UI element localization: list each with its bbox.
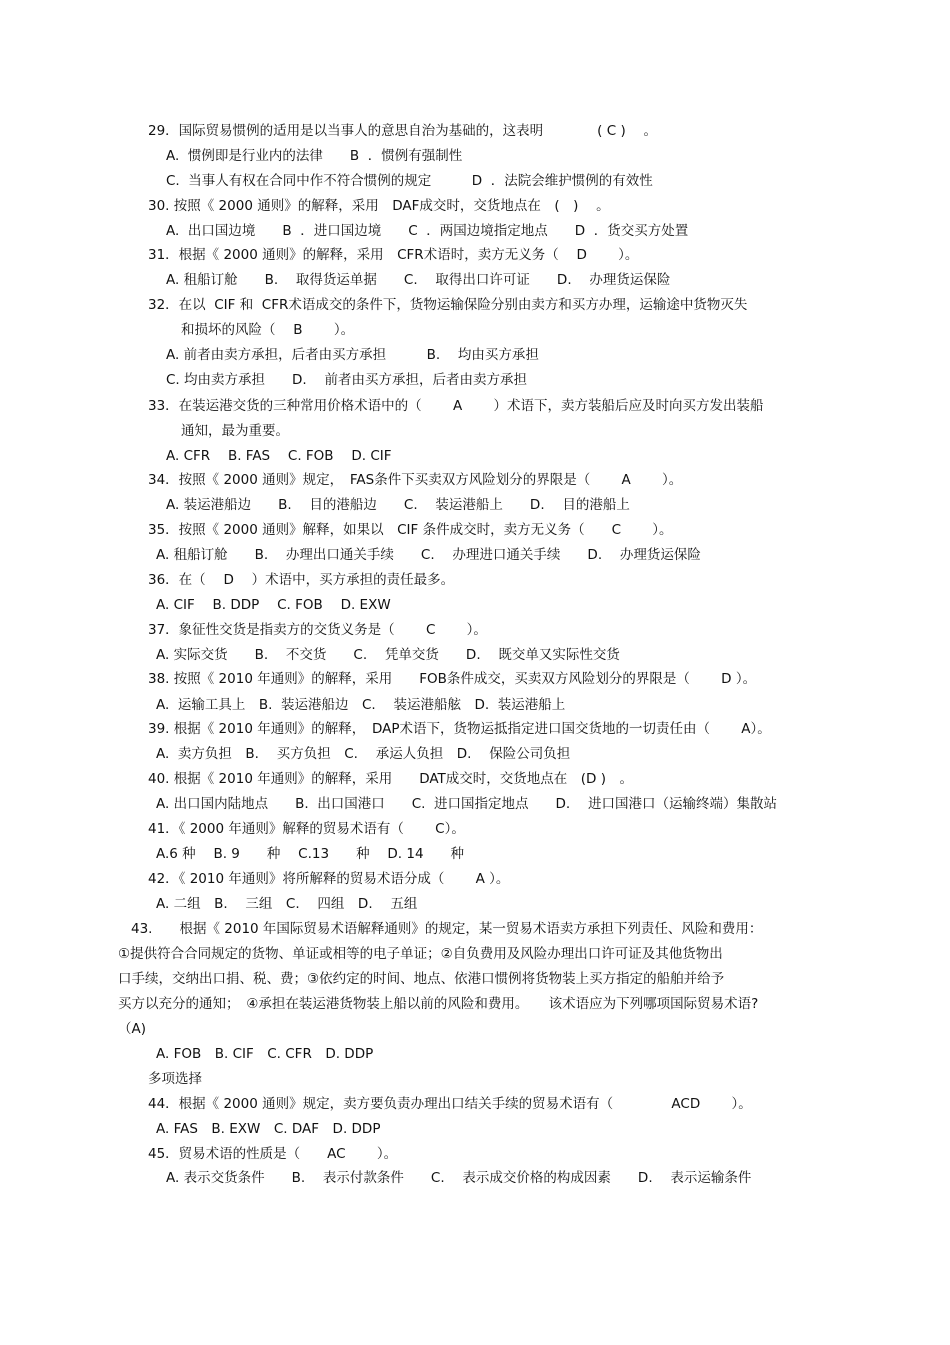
q29-options-1: A. 惯例即是行业内的法律 B ．惯例有强制性 <box>166 148 463 164</box>
q30-options: A. 出口国边境 B ．进口国边境 C ．两国边境指定地点 D ．货交买方处置 <box>166 223 689 239</box>
q43-stem-cont-3: 买方以充分的通知； ④承担在装运港货物装上船以前的风险和费用。 该术语应为下列哪项国际贸易术语? <box>118 996 759 1012</box>
q43-stem-cont-1: ①提供符合合同规定的货物、单证或相等的电子单证；②自负费用及风险办理出口许可证及其他货物出 <box>118 946 723 962</box>
q40-options: A. 出口国内陆地点 B. 出口国港口 C. 进口国指定地点 D. 进口国港口（运输终端）集散站 <box>156 796 777 812</box>
q36-options: A. CIF B. DDP C. FOB D. EXW <box>156 597 391 613</box>
q33-options: A. CFR B. FAS C. FOB D. CIF <box>166 448 392 464</box>
q44-stem: 44．根据《 2000 通则》规定，卖方要负责办理出口结关手续的贸易术语有（ ACD ）。 <box>148 1096 752 1112</box>
q34-stem: 34．按照《 2000 通则》规定， FAS条件下买卖双方风险划分的界限是（ A ）。 <box>148 472 683 488</box>
q32-options-2: C. 均由卖方承担 D. 前者由买方承担，后者由卖方承担 <box>166 372 527 388</box>
q35-stem: 35．按照《 2000 通则》解释，如果以 CIF 条件成交时，卖方无义务（ C ）。 <box>148 522 673 538</box>
q37-stem: 37．象征性交货是指卖方的交货义务是（ C ）。 <box>148 622 487 638</box>
q32-options-1: A. 前者由卖方承担，后者由买方承担 B. 均由买方承担 <box>166 347 539 363</box>
q33-stem: 33．在装运港交货的三种常用价格术语中的（ A ）术语下，卖方装船后应及时向买方发出装船 <box>148 398 764 414</box>
q42-stem: 42．《 2010 年通则》将所解释的贸易术语分成（ A ）。 <box>148 871 510 887</box>
q33-stem-cont: 通知，最为重要。 <box>181 423 289 439</box>
q43-stem: 43. 根据《 2010 年国际贸易术语解释通则》的规定，某一贸易术语卖方承担下列责任、风险和费用： <box>131 921 763 937</box>
q30-stem: 30. 按照《 2000 通则》的解释，采用 DAF成交时，交货地点在 ( ) 。 <box>148 198 610 214</box>
q45-stem: 45．贸易术语的性质是（ AC ）。 <box>148 1146 398 1162</box>
q36-stem: 36．在（ D ）术语中，买方承担的责任最多。 <box>148 572 455 588</box>
q39-stem: 39. 根据《 2010 年通则》的解释， DAP术语下，货物运抵指定进口国交货地的一切责任由（ A）。 <box>148 721 771 737</box>
q32-stem-cont: 和损坏的风险（ B ）。 <box>181 322 355 338</box>
q43-stem-cont-2: 口手续，交纳出口捐、税、费；③依约定的时间、地点、依港口惯例将货物装上买方指定的船舶并给予 <box>118 971 725 987</box>
q37-options: A. 实际交货 B. 不交货 C. 凭单交货 D. 既交单又实际性交货 <box>156 647 620 663</box>
q31-options: A. 租船订舱 B. 取得货运单据 C. 取得出口许可证 D. 办理货运保险 <box>166 272 671 288</box>
q44-options: A. FAS B. EXW C. DAF D. DDP <box>156 1121 381 1137</box>
q29-options-2: C. 当事人有权在合同中作不符合惯例的规定 D ．法院会维护惯例的有效性 <box>166 173 653 189</box>
section-heading-multiple-choice: 多项选择 <box>148 1071 202 1087</box>
q38-stem: 38. 按照《 2010 年通则》的解释，采用 FOB条件成交，买卖双方风险划分的界限是（ D ）。 <box>148 671 757 687</box>
q43-answer: （A) <box>118 1021 147 1037</box>
q45-options: A. 表示交货条件 B. 表示付款条件 C. 表示成交价格的构成因素 D. 表示运输条件 <box>166 1170 752 1186</box>
q42-options: A. 二组 B. 三组 C. 四组 D. 五组 <box>156 896 418 912</box>
q31-stem: 31．根据《 2000 通则》的解释，采用 CFR术语时，卖方无义务（ D ）。 <box>148 247 639 263</box>
q41-stem: 41．《 2000 年通则》解释的贸易术语有（ C）。 <box>148 821 465 837</box>
q38-options: A. 运输工具上 B. 装运港船边 C. 装运港船舷 D. 装运港船上 <box>156 697 566 713</box>
q43-options: A. FOB B. CIF C. CFR D. DDP <box>156 1046 374 1062</box>
q39-options: A. 卖方负担 B. 买方负担 C. 承运人负担 D. 保险公司负担 <box>156 746 571 762</box>
q40-stem: 40. 根据《 2010 年通则》的解释，采用 DAT成交时，交货地点在 (D ) 。 <box>148 771 634 787</box>
q29-stem: 29．国际贸易惯例的适用是以当事人的意思自治为基础的，这表明 ( C ) 。 <box>148 123 658 139</box>
q35-options: A. 租船订舱 B. 办理出口通关手续 C. 办理进口通关手续 D. 办理货运保险 <box>156 547 701 563</box>
q32-stem: 32．在以 CIF 和 CFR术语成交的条件下，货物运输保险分别由卖方和买方办理，运输途中货物灭失 <box>148 297 748 313</box>
q41-options: A.6 种 B. 9 种 C.13 种 D. 14 种 <box>156 846 465 862</box>
q34-options: A. 装运港船边 B. 目的港船边 C. 装运港船上 D. 目的港船上 <box>166 497 630 513</box>
